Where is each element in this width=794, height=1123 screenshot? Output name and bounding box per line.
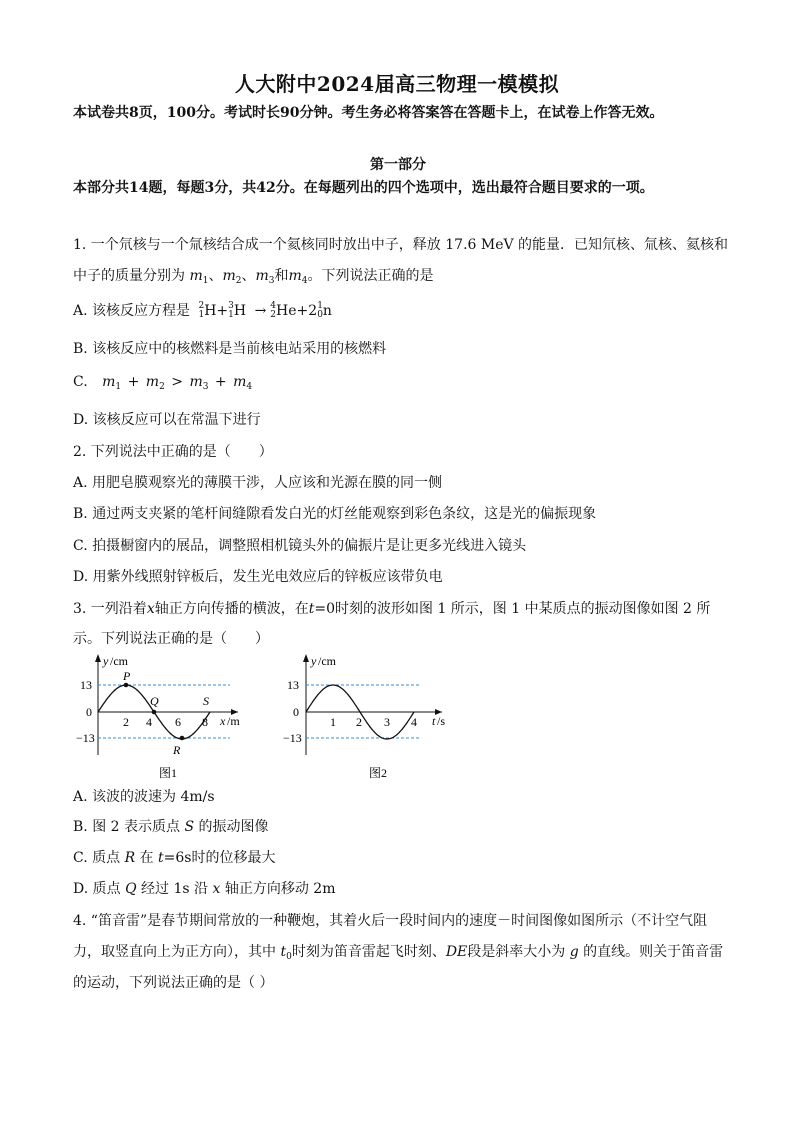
fig1-x-label: x	[220, 714, 226, 728]
fig2-y-unit: /cm	[318, 654, 336, 668]
fig2-y-tick-13: 13	[287, 678, 299, 692]
fig1-y-unit: /cm	[110, 654, 128, 668]
fig1-label-p: P	[123, 669, 131, 683]
fig1-y-tick-0: 0	[86, 705, 92, 719]
fig1-label-s: S	[203, 694, 209, 708]
q1-stem-line1: 1. 一个氘核与一个氚核结合成一个氦核同时放出中子，释放 17.6 MeV 的能量．已知氘核、氚核、氦核和	[73, 237, 729, 253]
q3-option-d: D. 质点 Q 经过 1s 沿 x 轴正方向移动 2m	[73, 881, 336, 897]
fig1-x-tick-8: 8	[202, 715, 208, 729]
figure-1-wave	[76, 654, 240, 780]
fig2-x-tick-2: 2	[356, 715, 362, 729]
fig2-y-tick-0: 0	[293, 705, 299, 719]
q1-option-d: D. 该核反应可以在常温下进行	[73, 412, 261, 428]
fig1-x-unit: /m	[227, 714, 240, 728]
page-title: 人大附中2024届高三物理一模模拟	[234, 72, 560, 96]
fig2-y-arrow-icon	[303, 654, 309, 662]
fig2-y-tick-neg13: −13	[283, 731, 302, 745]
q1-stem-line2: 中子的质量分别为 $m_1$、$m_2$、$m_3$和$m_4$。下列说法正确的是	[73, 268, 434, 286]
q2-option-a: A. 用肥皂膜观察光的薄膜干涉，人应该和光源在膜的同一侧	[73, 475, 443, 491]
fig1-point-q	[152, 710, 157, 715]
fig1-y-tick-13: 13	[80, 678, 92, 692]
section-heading: 第一部分	[370, 157, 426, 173]
q3-figures-svg	[76, 650, 500, 780]
q3-option-c: C. 质点 R 在 t=6s时的位移最大	[73, 850, 276, 866]
fig1-label-r: R	[173, 743, 181, 757]
q2-option-c: C. 拍摄橱窗内的展品，调整照相机镜头外的偏振片是让更多光线进入镜头	[73, 538, 527, 554]
fig2-x-tick-4: 4	[411, 715, 417, 729]
fig2-caption: 图2	[369, 766, 388, 780]
q3-stem-line1: 3. 一列沿着x轴正方向传播的横波，在t=0时刻的波形如图 1 所示，图 1 中某质点的振动图像如图 2 所	[73, 601, 711, 617]
figure-2-vibration	[283, 654, 445, 780]
q4-stem-line2: 力，取竖直向上为正方向），其中 $t_0$时刻为笛音雷起飞时刻、DE段是斜率大小为 g 的直线。则关于笛音雷	[73, 944, 724, 962]
q4-stem-line1: 4. “笛音雷”是春节期间常放的一种鞭炮，其着火后一段时间内的速度－时间图像如图所示（不计空气阻	[73, 913, 708, 929]
q1-option-a: A. 该核反应方程是 2 1H+3 1H → 4 2He+21 0n	[73, 301, 332, 320]
section-note: 本部分共14题，每题3分，共42分。在每题列出的四个选项中，选出最符合题目要求的一项。	[73, 180, 654, 196]
q1-option-b: B. 该核反应中的核燃料是当前核电站采用的核燃料	[73, 341, 387, 357]
fig1-caption: 图1	[159, 766, 178, 780]
exam-notice: 本试卷共8页，100分。考试时长90分钟。考生务必将答案答在答题卡上，在试卷上作答无效。	[73, 105, 664, 121]
fig2-x-unit: /s	[437, 714, 446, 728]
fig1-point-p	[124, 683, 129, 688]
fig1-x-tick-6: 6	[175, 715, 181, 729]
fig2-y-label: y	[311, 654, 317, 668]
fig1-y-arrow-icon	[95, 654, 101, 662]
fig1-point-r	[180, 736, 185, 741]
fig1-x-tick-2: 2	[123, 715, 129, 729]
q3-option-a: A. 该波的波速为 4m/s	[73, 789, 215, 805]
fig1-label-q: Q	[150, 694, 159, 708]
q4-stem-line3: 的运动，下列说法正确的是（ ）	[73, 975, 274, 991]
q3-figures	[76, 650, 500, 784]
fig2-x-label: t	[432, 714, 436, 728]
q2-option-b: B. 通过两支夹紧的笔杆间缝隙看发白光的灯丝能观察到彩色条纹，这是光的偏振现象	[73, 506, 597, 522]
fig1-x-tick-4: 4	[146, 715, 152, 729]
q1-option-c: C. $m_1 + m_2 > m_3 + m_4$	[73, 374, 253, 392]
fig1-y-tick-neg13: −13	[76, 731, 95, 745]
q3-option-b: B. 图 2 表示质点 S 的振动图像	[73, 819, 269, 835]
q2-option-d: D. 用紫外线照射锌板后，发生光电效应后的锌板应该带负电	[73, 569, 443, 585]
fig1-y-label: y	[103, 654, 109, 668]
q3-stem-line2: 示。下列说法正确的是（ ）	[73, 631, 269, 647]
q2-stem: 2. 下列说法中正确的是（ ）	[73, 444, 273, 460]
nuclear-equation: 2 1H+3 1H → 4 2He+21 0n	[198, 301, 332, 320]
fig2-x-tick-1: 1	[330, 715, 336, 729]
fig2-x-tick-3: 3	[384, 715, 390, 729]
